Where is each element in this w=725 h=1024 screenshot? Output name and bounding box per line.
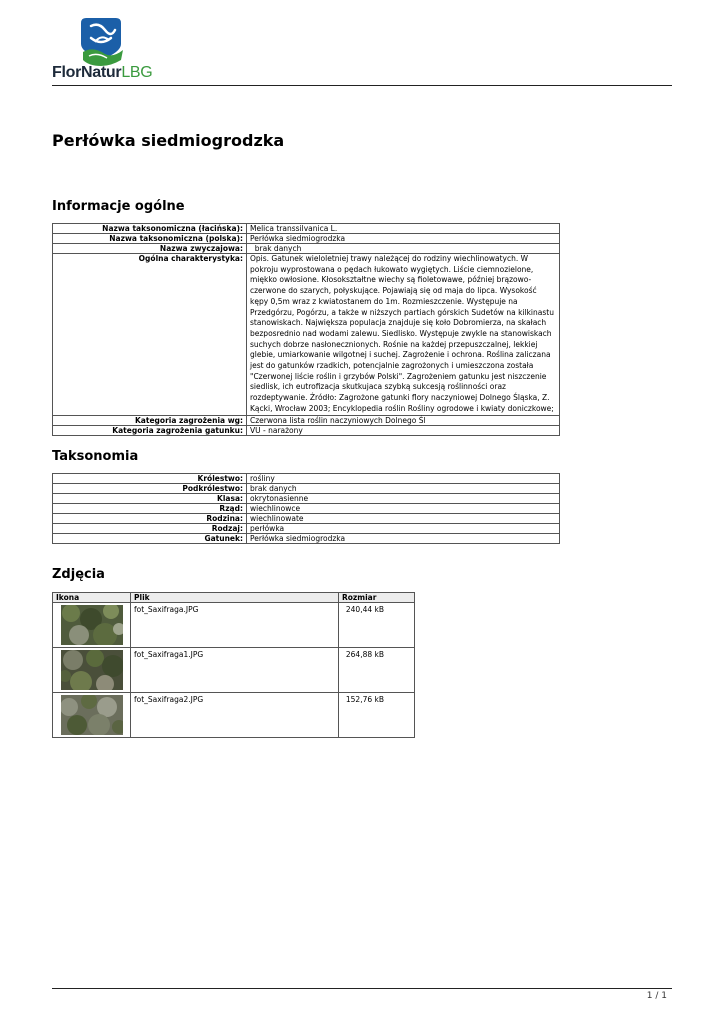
photo-row bbox=[53, 603, 415, 648]
taxonomy-label: Podkrólestwo: bbox=[53, 484, 247, 494]
info-value: VU - narażony bbox=[247, 425, 560, 435]
taxonomy-value: Perłówka siedmiogrodzka bbox=[247, 534, 560, 544]
taxonomy-value: brak danych bbox=[247, 484, 560, 494]
column-header-icon: Ikona bbox=[53, 593, 131, 603]
info-row bbox=[53, 254, 560, 416]
taxonomy-row bbox=[53, 524, 560, 534]
general-info-table bbox=[52, 223, 560, 436]
section-heading-general: Informacje ogólne bbox=[52, 199, 185, 214]
taxonomy-label: Gatunek: bbox=[53, 534, 247, 544]
page-title: Perłówka siedmiogrodzka bbox=[52, 131, 285, 150]
description-text: Opis. Gatunek wieloletniej trawy należącej do rodziny wiechlinowatych. W pokroju wyprostowana o pędach łukowato wygiętych. Liście ciemnozielone, miękko owłosione. Kłosokształtne wiechy są fioletowawe, później brązowo-czerwone do szarych, połyskujące. Pojawiają się od maja do lipca. Wysokość kępy 0,5m wraz z kwiatostanem do 1m. Rozmieszczenie. Występuje na Przedgórzu, Pogórzu, a także w niższych partiach górskich Sudetów na kilkinastu stanowiskach. Największa populacja znajduje się koło Dobromierza, na skałach bezposrednio nad wodami zalewu. Siedlisko. Występuje zwykle na stanowiskach suchych dobrze nasłonecznionych. Rośnie na każdej przepuszczalnej, lekkiej glebie, umiarkowanie wilgotnej i suchej. Zagrożenie i ochrona. Roślina zaliczana jest do gatunków rzadkich, potencjalnie zagrożonych i umieszczona została "Czerwonej liście roślin i grzybów Polski". Zagrożeniem gatunku jest niszczenie siedlisk, ich eutrofizacja skutkujaca szybką sukcesją roślinności oraz rozdeptywanie. Źródło: Zagrożone gatunki flory naczyniowej Dolnego Śląska, Z. Kącki, Wrocław 2003; Encyklopedia roślin Rośliny ogrodowe i kwiaty doniczkowe; bbox=[247, 254, 560, 416]
photo-row bbox=[53, 693, 415, 738]
photo-thumbnail-cell bbox=[53, 648, 131, 693]
taxonomy-value: rośliny bbox=[247, 474, 560, 484]
taxonomy-value: wiechlinowate bbox=[247, 514, 560, 524]
info-row bbox=[53, 425, 560, 435]
info-value: Perłówka siedmiogrodzka bbox=[247, 234, 560, 244]
info-label: Kategoria zagrożenia wg: bbox=[53, 415, 247, 425]
logo-wordmark-main: FlorNatur bbox=[52, 64, 122, 81]
section-heading-photos: Zdjęcia bbox=[52, 567, 105, 582]
taxonomy-value: wiechlinowce bbox=[247, 504, 560, 514]
taxonomy-value: okrytonasienne bbox=[247, 494, 560, 504]
taxonomy-table bbox=[52, 473, 560, 544]
info-value: Czerwona lista roślin naczyniowych Dolnego Śl bbox=[247, 415, 560, 425]
photo-thumbnail-cell bbox=[53, 693, 131, 738]
photo-file-name[interactable]: fot_Saxifraga.JPG bbox=[131, 603, 339, 648]
photo-thumbnail[interactable] bbox=[61, 650, 123, 690]
taxonomy-label: Rząd: bbox=[53, 504, 247, 514]
taxonomy-label: Klasa: bbox=[53, 494, 247, 504]
info-value: Melica transsilvanica L. bbox=[247, 224, 560, 234]
info-label: Nazwa taksonomiczna (łacińska): bbox=[53, 224, 247, 234]
taxonomy-row bbox=[53, 494, 560, 504]
photo-file-size: 152,76 kB bbox=[339, 693, 415, 738]
photos-header-row bbox=[53, 593, 415, 603]
info-row bbox=[53, 244, 560, 254]
taxonomy-row bbox=[53, 534, 560, 544]
taxonomy-label: Rodzaj: bbox=[53, 524, 247, 534]
taxonomy-row bbox=[53, 514, 560, 524]
info-label: Kategoria zagrożenia gatunku: bbox=[53, 425, 247, 435]
info-row bbox=[53, 234, 560, 244]
photo-thumbnail-cell bbox=[53, 603, 131, 648]
logo-wordmark bbox=[52, 64, 152, 82]
photo-file-size: 264,88 kB bbox=[339, 648, 415, 693]
page-number: 1 / 1 bbox=[646, 991, 667, 1001]
taxonomy-label: Królestwo: bbox=[53, 474, 247, 484]
photo-file-name[interactable]: fot_Saxifraga1.JPG bbox=[131, 648, 339, 693]
taxonomy-row bbox=[53, 504, 560, 514]
info-row bbox=[53, 224, 560, 234]
photo-row bbox=[53, 648, 415, 693]
photo-thumbnail[interactable] bbox=[61, 695, 123, 735]
info-label: Ogólna charakterystyka: bbox=[53, 254, 247, 416]
taxonomy-label: Rodzina: bbox=[53, 514, 247, 524]
info-value: brak danych bbox=[247, 244, 560, 254]
info-label: Nazwa zwyczajowa: bbox=[53, 244, 247, 254]
header-rule bbox=[52, 85, 672, 86]
logo-wordmark-accent: LBG bbox=[121, 64, 153, 81]
info-label: Nazwa taksonomiczna (polska): bbox=[53, 234, 247, 244]
photos-table bbox=[52, 592, 415, 738]
info-row bbox=[53, 415, 560, 425]
photo-file-name[interactable]: fot_Saxifraga2.JPG bbox=[131, 693, 339, 738]
taxonomy-row bbox=[53, 484, 560, 494]
photo-thumbnail[interactable] bbox=[61, 605, 123, 645]
section-heading-taxonomy: Taksonomia bbox=[52, 449, 139, 464]
column-header-file: Plik bbox=[131, 593, 339, 603]
column-header-size: Rozmiar bbox=[339, 593, 415, 603]
taxonomy-value: perłówka bbox=[247, 524, 560, 534]
footer-rule bbox=[52, 988, 672, 989]
photo-file-size: 240,44 kB bbox=[339, 603, 415, 648]
taxonomy-row bbox=[53, 474, 560, 484]
